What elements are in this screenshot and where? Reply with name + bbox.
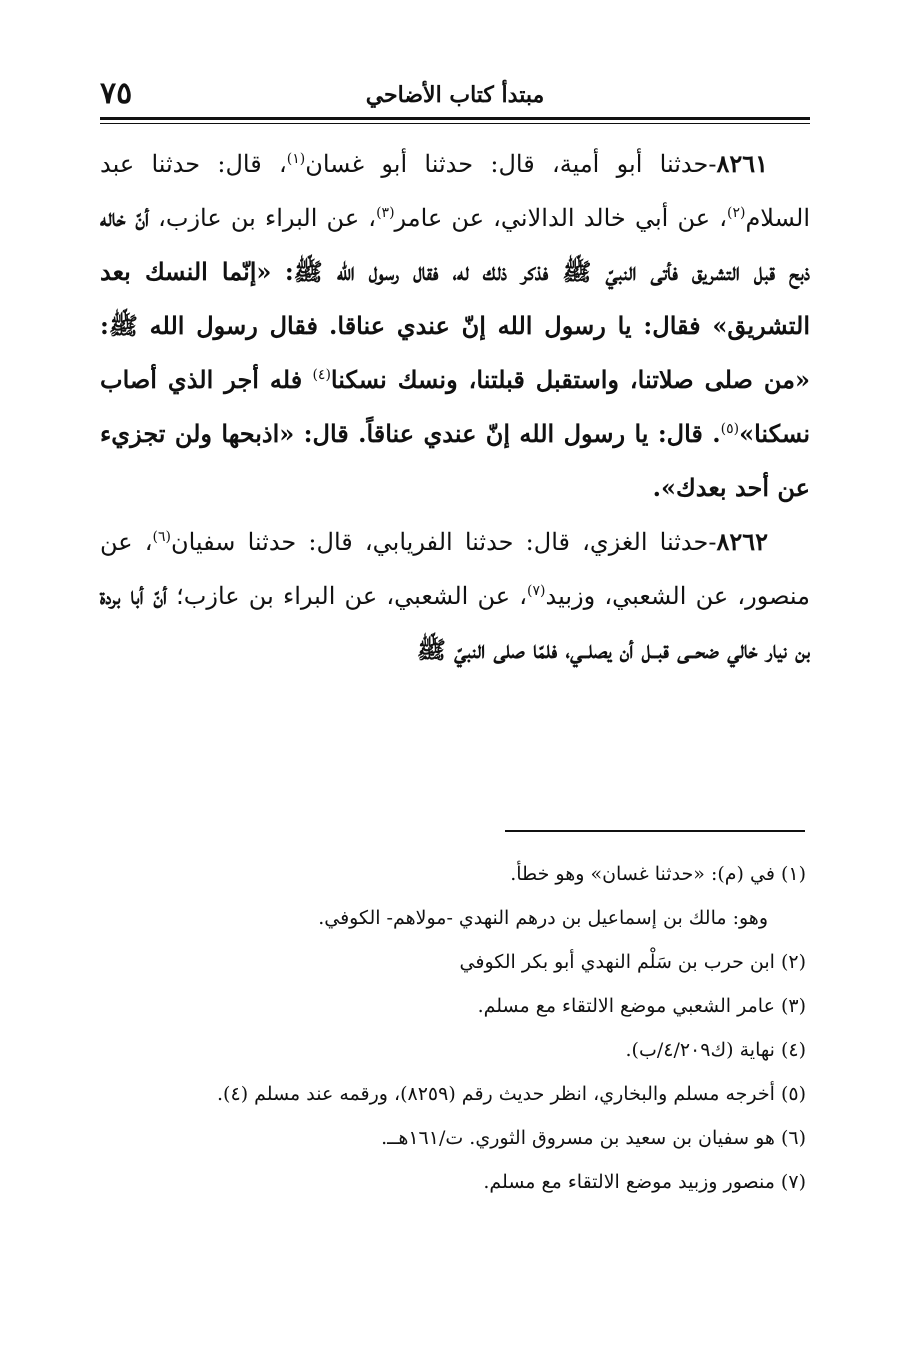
footnote-ref: (٥) — [720, 421, 740, 437]
matn-text: . قال: يا رسول الله إنّ عندي عناقاً. قال: «اذبحها ولن تجزيء عن أحد بعدك». — [100, 419, 810, 502]
footnote-4: (٤) نهاية (ك٤/٢٠٩/ب). — [625, 1039, 806, 1061]
matn-text: أنّ أبا بردة بن نيار خالي ضحــى قبــل أن يصلــي، فلمّا صلى النبيّ ﷺ — [100, 581, 810, 664]
footnotes — [100, 852, 806, 1204]
hadith-number: ٨٢٦١ — [716, 149, 768, 178]
footnote-ref: (٣) — [376, 205, 395, 221]
hadith-number: ٨٢٦٢ — [716, 527, 768, 556]
isnad-text: -حدثنا أبو أمية، قال: حدثنا أبو غسان — [305, 150, 717, 178]
hadith-8262 — [100, 515, 810, 677]
footnote-5: (٥) أخرجه مسلم والبخاري، انظر حديث رقم (٨٢٥٩)، ورقمه عند مسلم (٤). — [217, 1083, 806, 1105]
footnote-ref: (٧) — [527, 583, 546, 599]
hadith-8261 — [100, 137, 810, 515]
matn-text: أنّ خاله ذبح قبل التشريق فأتى النبيّ ﷺ فذكر ذلك له، فقال رسول الله ﷺ: — [100, 203, 810, 286]
footnote-3: (٣) عامر الشعبي موضع الالتقاء مع مسلم. — [477, 995, 806, 1017]
isnad-text: -حدثنا الغزي، قال: حدثنا الفريابي، قال: حدثنا سفيان — [170, 528, 717, 556]
main-text — [100, 137, 810, 677]
page-header — [100, 72, 810, 116]
footnote-separator — [505, 830, 805, 832]
footnote-ref: (٤) — [312, 367, 331, 383]
isnad-text: ، قال: حدثنا عبد السلام — [100, 150, 811, 232]
isnad-text: ، عن منصور، عن الشعبي، وزبيد — [100, 528, 810, 610]
footnote-ref: (٢) — [726, 205, 746, 221]
footnote-ref: (٦) — [152, 529, 171, 545]
matn-text: فله أجر الذي أصاب نسكنا» — [100, 365, 810, 448]
page-number: ٧٥ — [100, 76, 133, 111]
footnote-2: (٢) ابن حرب بن سَلْم النهدي أبو بكر الكوفي — [459, 951, 806, 973]
matn-text: فقال رسول الله ﷺ: «من صلى صلاتنا، واستقبل قبلتنا، ونسك نسكنا — [100, 311, 810, 394]
footnote-1-continuation: وهو: مالك بن إسماعيل بن درهم النهدي -مولاهم- الكوفي. — [318, 907, 768, 929]
header-rule-thin — [100, 123, 810, 124]
header-rule — [100, 117, 810, 120]
footnote-7: (٧) منصور وزبيد موضع الالتقاء مع مسلم. — [483, 1171, 806, 1193]
running-title: مبتدأ كتاب الأضاحي — [365, 82, 545, 108]
matn-text: «إنّما النسك بعد التشريق» فقال: يا رسول الله إنّ عندي عناقا. — [100, 257, 810, 340]
footnote-6: (٦) هو سفيان بن سعيد بن مسروق الثوري. ت/١٦١هــ. — [381, 1127, 806, 1149]
footnote-ref: (١) — [286, 151, 306, 167]
isnad-text: ، عن أبي خالد الدالاني، عن عامر — [394, 204, 727, 232]
footnote-1: (١) في (م): «حدثنا غسان» وهو خطأ. — [510, 863, 806, 885]
isnad-text: ، عن الشعبي، عن البراء بن عازب؛ — [176, 582, 528, 610]
isnad-text: ، عن البراء بن عازب، — [158, 204, 377, 232]
